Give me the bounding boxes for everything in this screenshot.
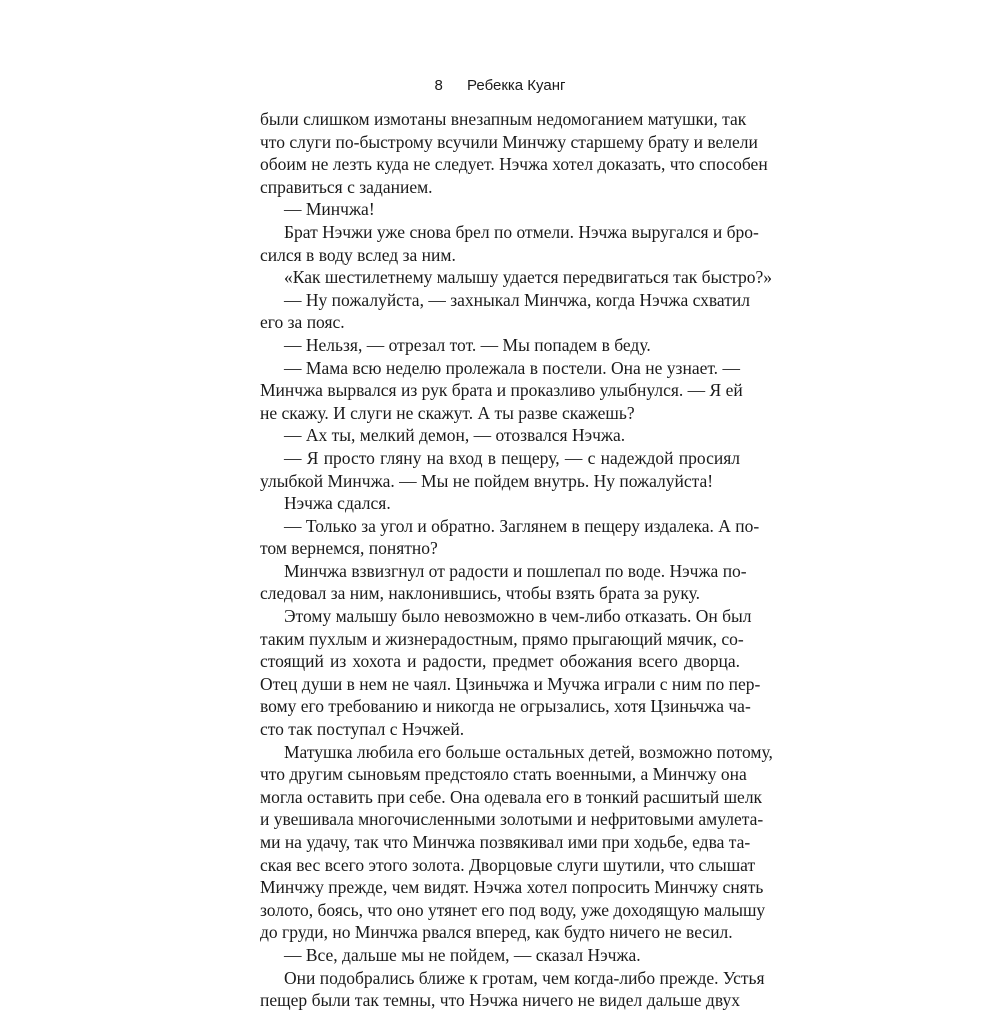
text-line: сился в воду вслед за ним. — [260, 244, 456, 265]
text-line: до груди, но Минчжа рвался вперед, как будто ничего не весил. — [260, 922, 733, 943]
text-line: Брат Нэчжи уже снова брел по отмели. Нэчжа выругался и бро- — [284, 221, 759, 242]
text-line: могла оставить при себе. Она одевала его в тонкий расшитый шелк — [260, 786, 763, 807]
running-head — [0, 76, 1000, 96]
text-line: — Все, дальше мы не пойдем, — сказал Нэчжа. — [284, 944, 641, 965]
page-number: 8 — [434, 77, 443, 94]
text-line: Они подобрались ближе к гротам, чем когда-либо прежде. Устья — [284, 967, 765, 988]
text-line: «Как шестилетнему малышу удается передвигаться так быстро?» — [284, 267, 772, 288]
text-line: том вернемся, понятно? — [260, 538, 438, 559]
text-line: ми на удачу, так что Минчжа позвякивал ими при ходьбе, едва та- — [260, 832, 751, 852]
text-line: — Мама всю неделю пролежала в постели. Она не узнает. — — [284, 357, 740, 378]
body-text — [260, 108, 773, 1012]
text-line: были слишком измотаны внезапным недомоганием матушки, так — [260, 109, 747, 129]
text-line: — Ну пожалуйста, — захныкал Минчжа, когда Нэчжа схватил — [284, 289, 750, 310]
text-line: и увешивала многочисленными золотыми и нефритовыми амулета- — [260, 809, 764, 830]
text-line: следовал за ним, наклонившись, чтобы взять брата за руку. — [260, 583, 700, 604]
text-line: пещер были так темны, что Нэчжа ничего не видел дальше двух — [260, 990, 740, 1011]
text-line: Нэчжа сдался. — [284, 493, 391, 514]
text-line: улыбкой Минчжа. — Мы не пойдем внутрь. Ну пожалуйста! — [260, 470, 714, 491]
text-line: не скажу. И слуги не скажут. А ты разве скажешь? — [260, 402, 635, 423]
text-line: золото, боясь, что оно утянет его под воду, уже доходящую малышу — [260, 899, 766, 920]
text-line: Отец души в нем не чаял. Цзиньчжа и Мучжа играли с ним по пер- — [260, 673, 761, 694]
text-line: обоим не лезть куда не следует. Нэчжа хотел доказать, что способен — [260, 154, 768, 175]
text-line: вому его требованию и никогда не огрызались, хотя Цзиньчжа ча- — [260, 696, 751, 717]
text-line: что другим сыновьям предстояло стать военными, а Минчжу она — [260, 764, 747, 785]
text-line: — Ах ты, мелкий демон, — отозвался Нэчжа. — [284, 425, 626, 446]
text-line: — Я просто гляну на вход в пещеру, — с надеждой просиял — [284, 447, 740, 468]
text-line: таким пухлым и жизнерадостным, прямо прыгающий мячик, со- — [260, 628, 744, 649]
text-line: — Только за угол и обратно. Заглянем в пещеру издалека. А по- — [284, 515, 760, 536]
text-line: что слуги по-быстрому всучили Минчжу старшему брату и велели — [260, 131, 758, 152]
text-line: сто так поступал с Нэчжей. — [260, 719, 465, 740]
text-line: Этому малышу было невозможно в чем-либо отказать. Он был — [284, 606, 752, 627]
author-name: Ребекка Куанг — [467, 77, 566, 94]
text-line: Матушка любила его больше остальных детей, возможно потому, — [284, 741, 773, 762]
text-line: Минчжу прежде, чем видят. Нэчжа хотел попросить Минчжу снять — [260, 877, 764, 898]
text-line: Минчжа вырвался из рук брата и проказливо улыбнулся. — Я ей — [260, 380, 743, 401]
text-line: — Нельзя, — отрезал тот. — Мы попадем в беду. — [284, 334, 651, 355]
text-line: его за пояс. — [260, 312, 345, 333]
text-line: Минчжа взвизгнул от радости и пошлепал по воде. Нэчжа по- — [284, 560, 747, 581]
text-line: ская вес всего этого золота. Дворцовые слуги шутили, что слышат — [260, 854, 756, 875]
text-line: стоящий из хохота и радости, предмет обожания всего дворца. — [260, 651, 740, 672]
text-line: — Минчжа! — [284, 199, 375, 220]
text-line: справиться с заданием. — [260, 176, 433, 197]
